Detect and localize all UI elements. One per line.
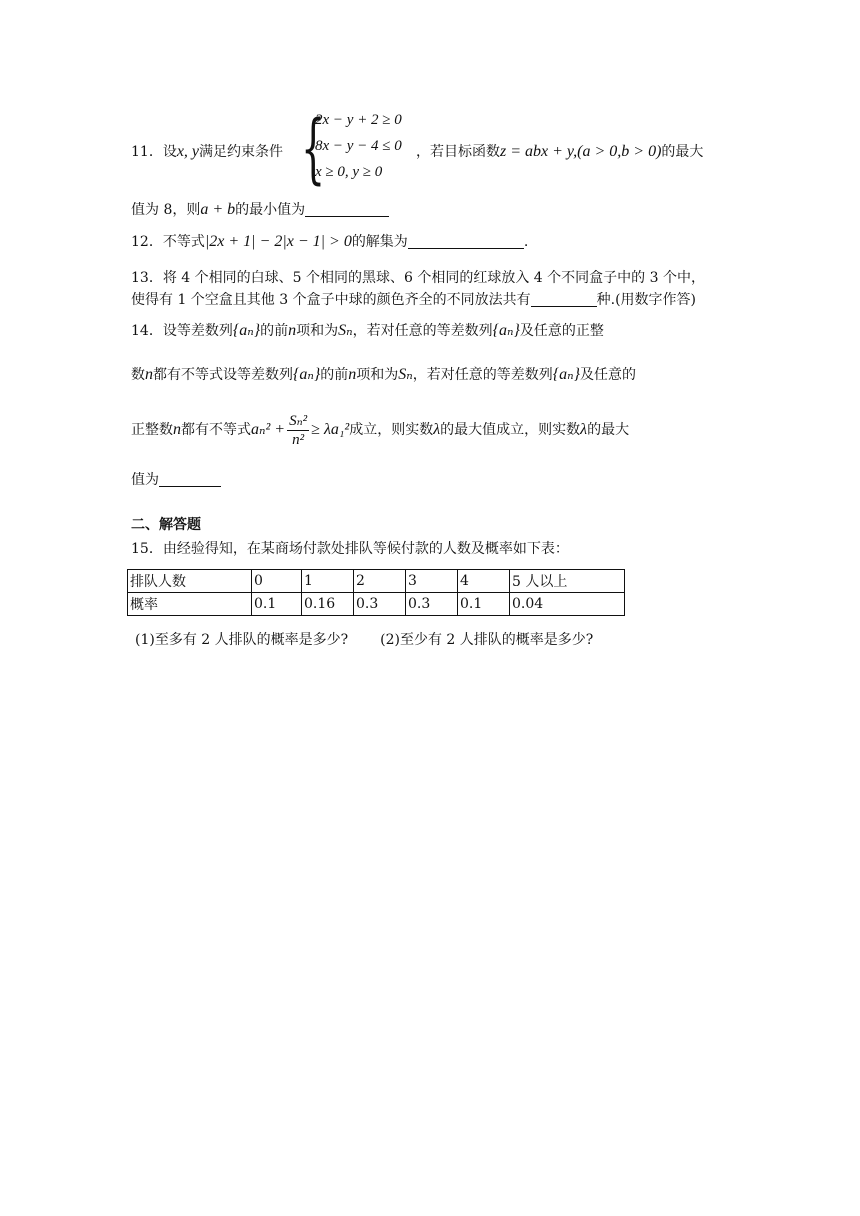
q11-text1: 满足约束条件 (199, 144, 284, 160)
table-cell: 2 (354, 570, 406, 593)
q14-text: 的最大 (587, 422, 630, 438)
q13-text-a: 使得有 1 个空盒且其他 3 个盒子中球的颜色齐全的不同放法共有 (131, 292, 531, 308)
q14-text: 项和为 (356, 367, 399, 383)
table-cell: 0.04 (510, 593, 625, 616)
q11-answer-blank (305, 202, 389, 217)
q12-line (131, 231, 528, 251)
q14-text: 正整数 (131, 422, 173, 438)
q14-text: 14．设等差数列 (131, 323, 233, 339)
table-row (128, 570, 625, 593)
q13-answer-blank (531, 292, 597, 307)
q14-lambda: λ (580, 421, 588, 438)
q15-subquestions (135, 629, 593, 649)
q11-constraint-system (301, 103, 411, 192)
table-cell: 0.3 (406, 593, 458, 616)
q12-answer-blank (408, 234, 524, 249)
table-cell: 0.1 (252, 593, 302, 616)
q14-line4 (131, 469, 221, 489)
q11-text5: 的最小值为 (235, 202, 306, 218)
q14-text: 成立，则实数 (349, 422, 434, 438)
q11-line2 (131, 199, 389, 219)
q14-line1 (131, 320, 604, 340)
q14-inequality-lhs: aₙ² + (251, 421, 286, 438)
q11-text4: 值为 8，则 (131, 202, 201, 218)
q14-text: 数 (131, 367, 145, 383)
q14-text: 的最大值成立，则实数 (440, 422, 581, 438)
q15-sub2: (2)至少有 2 人排队的概率是多少? (380, 632, 594, 648)
q13-text-b: 种.(用数字作答) (596, 292, 696, 308)
table-cell: 3 (406, 570, 458, 593)
q14-text: 的前 (320, 367, 349, 383)
q12-text: 的解集为 (351, 234, 408, 250)
q14-text: 都有不等式 (181, 422, 251, 438)
brace-symbol: { (301, 103, 326, 192)
q14-sequence: {aₙ} (552, 366, 581, 383)
q15-sub1: (1)至多有 2 人排队的概率是多少? (135, 632, 349, 648)
q14-text: 项和为 (296, 323, 339, 339)
table-cell: 4 (458, 570, 510, 593)
q11-constraint-2: 8x − y − 4 ≤ 0 (315, 138, 402, 154)
q14-sequence: {aₙ} (293, 366, 321, 383)
q14-fraction (287, 412, 309, 449)
table-cell: 排队人数 (128, 570, 252, 593)
q14-var-n: n (173, 421, 181, 438)
q11-constraint-3: x ≥ 0, y ≥ 0 (315, 164, 383, 180)
q12-inequality: |2x + 1| − 2|x − 1| > 0 (204, 233, 352, 250)
q14-text: ，若对任意的等差数列 (412, 367, 553, 383)
queue-probability-table (127, 569, 625, 616)
q14-var-n: n (145, 366, 153, 383)
q11-vars: x, y (176, 143, 200, 160)
q14-text: 的前 (260, 323, 289, 339)
q11-text2: ，若目标函数 (416, 144, 500, 160)
q14-line2 (131, 364, 636, 384)
table-cell: 0 (252, 570, 302, 593)
section-heading: 二、解答题 (131, 517, 201, 533)
q14-text: 都有不等式设等差数列 (153, 367, 293, 383)
table-cell: 5 人以上 (510, 570, 625, 593)
q14-text: 及任意的 (580, 367, 637, 383)
q11-number: 11．设 (131, 144, 177, 160)
fraction-denominator: n² (292, 431, 305, 448)
q14-inequality-rhs: ≥ λa₁² (311, 421, 350, 438)
table-cell: 概率 (128, 593, 252, 616)
q11-text3: 的最大 (661, 144, 704, 160)
q11-line1 (131, 141, 283, 161)
table-cell: 0.3 (354, 593, 406, 616)
q14-line3 (131, 408, 629, 452)
table-row (128, 593, 625, 616)
q14-sequence: {aₙ} (232, 322, 261, 339)
q14-text: 值为 (131, 472, 159, 488)
q15-intro: 15．由经验得知，在某商场付款处排队等候付款的人数及概率如下表： (131, 541, 569, 557)
q14-var-n: n (348, 366, 357, 383)
q12-number: 12．不等式 (131, 234, 205, 250)
q13-line2 (131, 289, 696, 309)
table-cell: 1 (302, 570, 354, 593)
q14-text: 及任意的正整 (519, 323, 604, 339)
q14-sum: Sₙ (338, 322, 353, 339)
table-cell: 0.16 (302, 593, 354, 616)
q14-answer-blank (159, 472, 221, 487)
q11-expr: a + b (200, 201, 236, 218)
q14-sum: Sₙ (398, 366, 413, 383)
q14-text: ，若对任意的等差数列 (352, 323, 493, 339)
q11-constraint-1: 2x − y + 2 ≥ 0 (315, 112, 402, 128)
q14-sequence: {aₙ} (492, 322, 520, 339)
q11-objective: z = abx + y,(a > 0,b > 0) (500, 143, 662, 160)
q14-lambda: λ (433, 421, 441, 438)
table-cell: 0.1 (458, 593, 510, 616)
q12-end: . (523, 234, 529, 250)
q11-line1-right (416, 141, 703, 161)
fraction-numerator: Sₙ² (289, 412, 308, 429)
q14-var-n: n (288, 322, 297, 339)
q13-line1: 13．将 4 个相同的白球、5 个相同的黑球、6 个相同的红球放入 4 个不同盒子中的 3 个中， (131, 270, 705, 286)
